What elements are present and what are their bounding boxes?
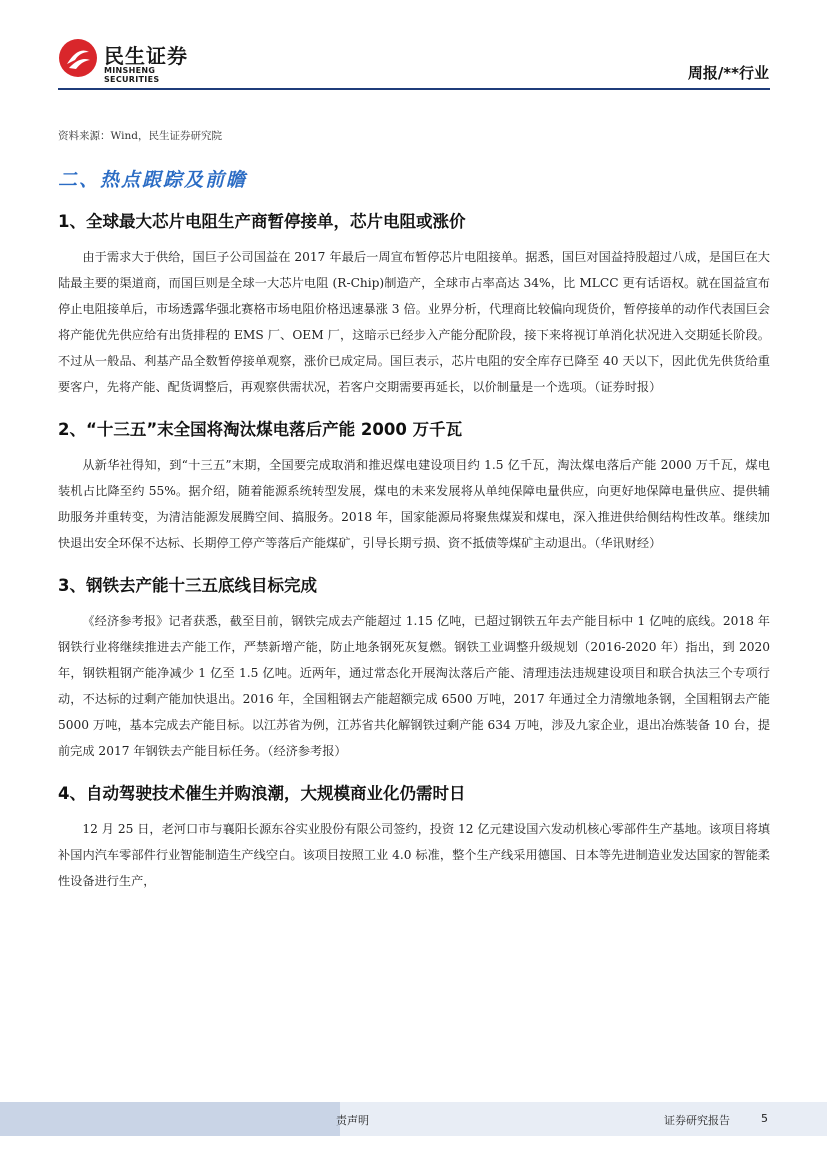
news-item — [58, 780, 770, 894]
news-item — [58, 416, 770, 556]
footer-disclaimer-link[interactable]: 责声明 — [336, 1114, 369, 1127]
page-number: 5 — [761, 1112, 768, 1125]
news-item-title: 4、自动驾驶技术催生并购浪潮，大规模商业化仍需时日 — [58, 784, 466, 803]
minsheng-logo-icon — [58, 38, 98, 78]
footer-report-label: 证券研究报告 — [664, 1114, 730, 1127]
news-item — [58, 572, 770, 764]
news-item-body: 12 月 25 日，老河口市与襄阳长源东谷实业股份有限公司签约，投资 12 亿元建设国六发动机核心零部件生产基地。该项目将填补国内汽车零部件行业智能制造生产线空白。该项目按照工业 4.0 标准，整个生产线采用德国、日本等先进制造业发达国家的智能柔性设备进行生产， — [58, 822, 770, 888]
source-note: 资料来源：Wind，民生证券研究院 — [58, 130, 222, 142]
header-divider — [58, 88, 770, 90]
minsheng-logo — [58, 38, 208, 82]
news-item-title: 3、钢铁去产能十三五底线目标完成 — [58, 576, 317, 595]
page-content — [58, 128, 770, 910]
news-item-title: 1、全球最大芯片电阻生产商暂停接单，芯片电阻或涨价 — [58, 212, 466, 231]
news-item-body: 由于需求大于供给，国巨子公司国益在 2017 年最后一周宣布暂停芯片电阻接单。据悉，国巨对国益持股超过八成，是国巨在大陆最主要的渠道商，而国巨则是全球一大芯片电阻 (R-Chip)制造产，全球市占率高达 34%，比 MLCC 更有话语权。就在国益宣布停止电阻接单后，市场透露华强北赛格市场电阻价格迅速暴涨 3 倍。业界分析，代理商比较偏向现货价，暂停接单的动作代表国巨会将产能优先供应给有出货排程的 EMS 厂、OEM 厂，这暗示已经步入产能分配阶段，接下来将视订单消化状况进入交期延长阶段。不过从一般品、利基产品全数暂停接单观察，涨价已成定局。国巨表示，芯片电阻的安全库存已降至 40 天以下，因此优先供货给重要客户，先将产能、配货调整后，再观察供需状况，若客户交期需要再延长，以价制量是一个选项。（证券时报） — [58, 250, 770, 394]
news-item-title: 2、“十三五”末全国将淘汰煤电落后产能 2000 万千瓦 — [58, 420, 463, 439]
section-title: 二、热点跟踪及前瞻 — [58, 169, 248, 191]
report-type: 周报/**行业 — [687, 64, 769, 82]
logo-english-name: MINSHENG SECURITIES — [104, 66, 160, 84]
page-header — [0, 0, 827, 92]
news-item — [58, 208, 770, 400]
footer-accent — [0, 1102, 340, 1136]
news-item-body: 《经济参考报》记者获悉，截至目前，钢铁完成去产能超过 1.15 亿吨，已超过钢铁五年去产能目标中 1 亿吨的底线。2018 年钢铁行业将继续推进去产能工作，严禁新增产能，防止地条钢死灰复燃。钢铁工业调整升级规划（2016-2020 年）指出，到 2020 年，钢铁粗钢产能净减少 1 亿至 1.5 亿吨。近两年，通过常态化开展淘汰落后产能、清理违法违规建设项目和联合执法三个专项行动，不达标的过剩产能加快退出。2016 年，全国粗钢去产能超额完成 6500 万吨，2017 年通过全力清缴地条钢，全国粗钢去产能 5000 万吨，基本完成去产能目标。以江苏省为例，江苏省共化解钢铁过剩产能 634 万吨，涉及九家企业，退出冶炼装备 10 台，提前完成 2017 年钢铁去产能目标任务。（经济参考报） — [58, 614, 770, 758]
news-item-body: 从新华社得知，到“十三五”末期，全国要完成取消和推迟煤电建设项目约 1.5 亿千瓦，淘汰煤电落后产能 2000 万千瓦，煤电装机占比降至约 55%。据介绍，随着能源系统转型发展，煤电的未来发展将从单纯保障电量供应，向更好地保障电量供应、提供辅助服务并重转变，为清洁能源发展腾空间、搞服务。2018 年，国家能源局将聚焦煤炭和煤电，深入推进供给侧结构性改革。继续加快退出安全环保不达标、长期停工停产等落后产能煤矿，引导长期亏损、资不抵债等煤矿主动退出。（华讯财经） — [58, 458, 770, 550]
page-footer — [0, 1102, 827, 1138]
logo-chinese-name: 民生证券 — [104, 44, 188, 68]
